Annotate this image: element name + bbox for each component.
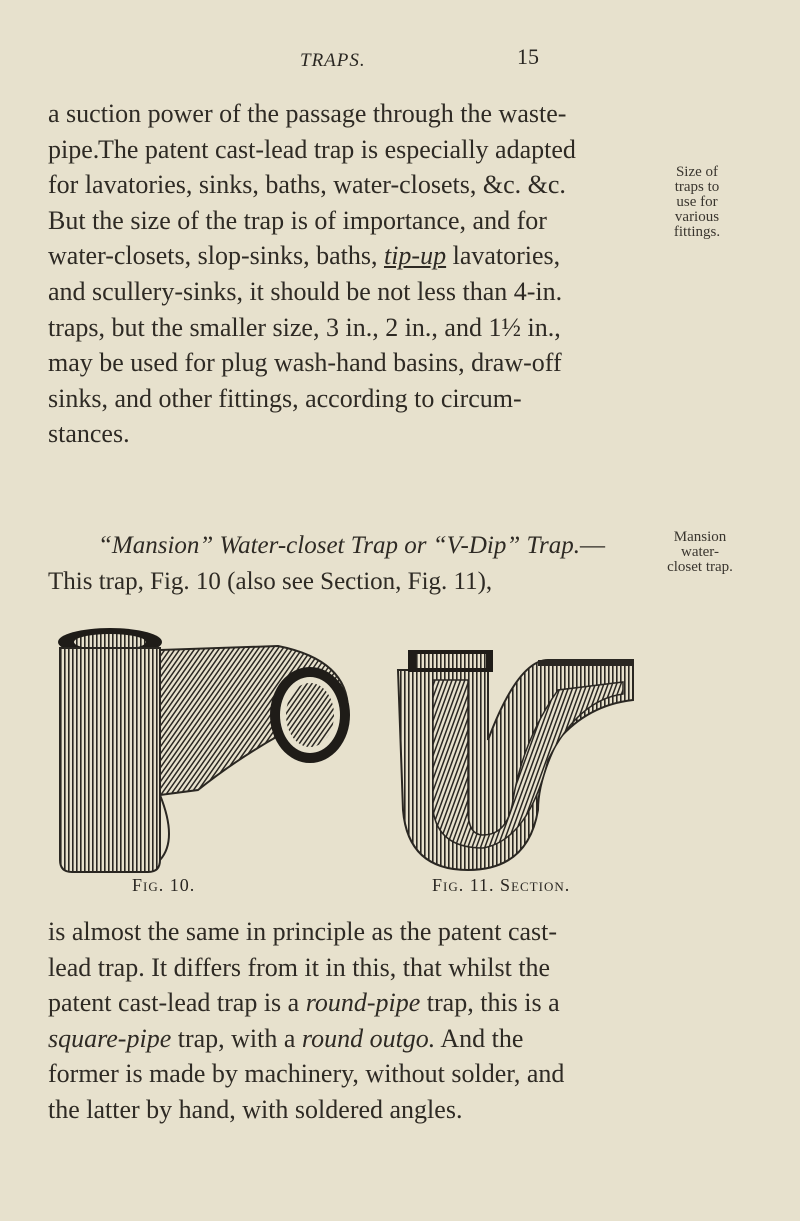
- text-line: former is made by machinery, without solder, and: [48, 1059, 565, 1089]
- text-span: trap, this is a: [420, 988, 560, 1018]
- text-line: is almost the same in principle as the patent cast-: [48, 917, 558, 946]
- margin-note-mansion: [640, 530, 760, 575]
- text-line: for lavatories, sinks, baths, water-closets, &c. &c.: [48, 170, 566, 200]
- paragraph-top: [48, 96, 628, 452]
- figure-11-caption: [432, 875, 570, 896]
- section-title: “Mansion” Water-closet Trap or “V-Dip” Trap.: [98, 532, 581, 559]
- text-span: trap, with a: [171, 1023, 302, 1053]
- text-line: The patent cast-lead trap is especially adapted: [98, 134, 576, 164]
- margin-note-line: traps to: [674, 179, 720, 195]
- emphasis-square-pipe: square-pipe: [48, 1023, 172, 1053]
- margin-note-line: fittings.: [673, 224, 721, 240]
- margin-note-line: various: [674, 209, 720, 225]
- text-line: sinks, and other fittings, according to circum-: [48, 383, 522, 413]
- text-line: But the size of the trap is of importance, and for: [48, 205, 547, 235]
- text-span: And the: [435, 1023, 524, 1053]
- text-line: [48, 985, 648, 1021]
- text-span: —This trap, Fig. 10 (also see Section, Fig. 11),: [48, 532, 606, 595]
- figure-10-caption: [132, 875, 195, 896]
- caption-text: Fig. 11. Section.: [432, 875, 571, 895]
- margin-note-line: water-: [680, 544, 719, 560]
- margin-note-line: Mansion: [673, 529, 727, 545]
- text-line: traps, but the smaller size, 3 in., 2 in., and 1½ in.,: [48, 312, 561, 342]
- emphasis-round-outgo: round outgo.: [301, 1023, 436, 1053]
- figure-10-trap-illustration: [48, 620, 358, 875]
- text-line: pipe.: [48, 134, 100, 164]
- text-line: and scullery-sinks, it should be not less than 4-in.: [48, 276, 563, 306]
- text-line: [48, 1021, 648, 1057]
- text-span: water-closets, slop-sinks, baths,: [48, 241, 384, 271]
- emphasis-tip-up: tip-up: [383, 241, 447, 271]
- running-head: TRAPS.: [300, 50, 366, 71]
- figure-11-section-illustration: [388, 620, 638, 875]
- emphasis-round-pipe: round-pipe: [305, 988, 421, 1018]
- margin-note-line: closet trap.: [667, 559, 733, 575]
- text-line: a suction power of the passage through the waste-: [48, 99, 567, 128]
- caption-text: Fig. 10.: [132, 875, 196, 895]
- text-span: lavatories,: [446, 241, 561, 271]
- text-line: may be used for plug wash-hand basins, draw-off: [48, 348, 562, 378]
- paragraph-bottom: [48, 914, 648, 1128]
- text-line: lead trap. It differs from it in this, that whilst the: [48, 952, 551, 982]
- paragraph-mansion: [48, 528, 628, 600]
- text-span: patent cast-lead trap is a: [48, 988, 306, 1018]
- margin-note-sizes: [642, 165, 752, 240]
- text-line: the latter by hand, with soldered angles.: [48, 1094, 463, 1124]
- margin-note-line: use for: [676, 194, 718, 210]
- text-line: [48, 238, 628, 274]
- margin-note-line: Size of: [675, 164, 719, 180]
- text-line: stances.: [48, 419, 130, 449]
- page-number: 15: [517, 44, 539, 69]
